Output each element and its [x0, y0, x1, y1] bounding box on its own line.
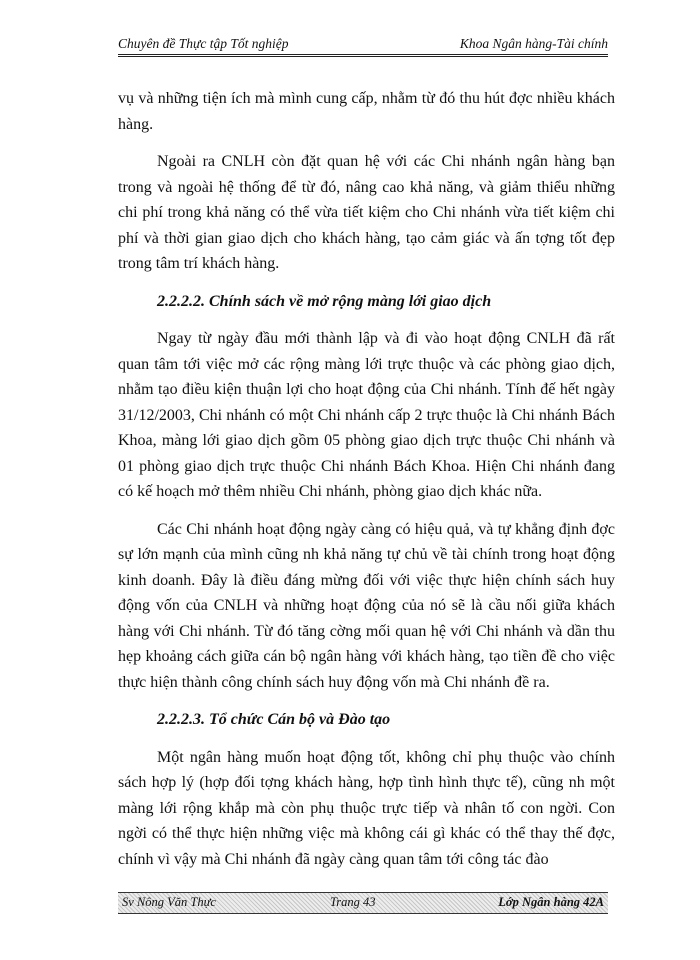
- paragraph-5: Một ngân hàng muốn hoạt động tốt, không chỉ phụ thuộc vào chính sách hợp lý (hợp đối tợng khách hàng, hợp tình hình thực tế), cũng nh một màng lới rộng khắp mà còn phụ thuộc trực tiếp và nhân tố con ngời. Con ngời có thể thực hiện những việc mà không cái gì khác có thể thay thế đợc, chính vì vậy mà Chi nhánh đã ngày càng quan tâm tới công tác đào: [118, 748, 615, 868]
- header-rule-2: [118, 56, 608, 57]
- header-right: Khoa Ngân hàng-Tài chính: [459, 36, 608, 51]
- footer-author: Sv Nông Văn Thực: [122, 895, 216, 909]
- page-header: [118, 36, 608, 56]
- footer-class: Lớp Ngân hàng 42A: [498, 895, 604, 909]
- paragraph-1: vụ và những tiện ích mà mình cung cấp, nhằm từ đó thu hút đợc nhiều khách hàng.: [118, 90, 615, 133]
- header-rule: [118, 54, 608, 55]
- footer-page-number: Trang 43: [330, 895, 376, 909]
- section-heading-2-2-2-3: 2.2.2.3. Tổ chức Cán bộ và Đào tạo: [157, 711, 391, 728]
- header-left: Chuyên đề Thực tập Tốt nghiệp: [118, 36, 289, 51]
- paragraph-3: Ngay từ ngày đầu mới thành lập và đi vào hoạt động CNLH đã rất quan tâm tới việc mở các rộng màng lới trực thuộc và các phòng giao dịch, nhằm tạo điều kiện thuận lợi cho hoạt động của Chi nhánh. Tính đế hết ngày 31/12/2003, Chi nhánh có một Chi nhánh cấp 2 trực thuộc là Chi nhánh Bách Khoa, màng lới giao dịch gồm 05 phòng giao dịch trực thuộc Chi nhánh và 01 phòng giao dịch trực thuộc Chi nhánh Bách Khoa. Hiện Chi nhánh đang có kế hoạch mở thêm nhiều Chi nhánh, phòng giao dịch khác nữa.: [118, 330, 615, 500]
- document-body: [118, 86, 615, 884]
- section-heading-2-2-2-2: 2.2.2.2. Chính sách về mở rộng màng lới giao dịch: [157, 292, 492, 310]
- page-footer: [118, 892, 608, 914]
- paragraph-2: Ngoài ra CNLH còn đặt quan hệ với các Chi nhánh ngân hàng bạn trong và ngoài hệ thống để từ đó, nâng cao khả năng, và giảm thiểu những chi phí trong khả năng có thể vừa tiết kiệm cho Chi nhánh vừa tiết kiệm chi phí và thời gian giao dịch cho khách hàng, tạo cảm giác và ấn tợng tốt đẹp trong tâm trí khách hàng.: [118, 153, 615, 272]
- paragraph-4: Các Chi nhánh hoạt động ngày càng có hiệu quả, và tự khẳng định đợc sự lớn mạnh của mình cũng nh khả năng tự chủ về tài chính trong hoạt động kinh doanh. Đây là điều đáng mừng đối với việc thực hiện chính sách huy động vốn của CNLH và những hoạt động của nó sẽ là cầu nối giữa khách hàng với Chi nhánh. Từ đó tăng cờng mối quan hệ với Chi nhánh và dần thu hẹp khoảng cách giữa cán bộ ngân hàng với khách hàng, tạo tiền đề cho việc thực hiện thành công chính sách huy động vốn mà Chi nhánh đề ra.: [118, 520, 615, 691]
